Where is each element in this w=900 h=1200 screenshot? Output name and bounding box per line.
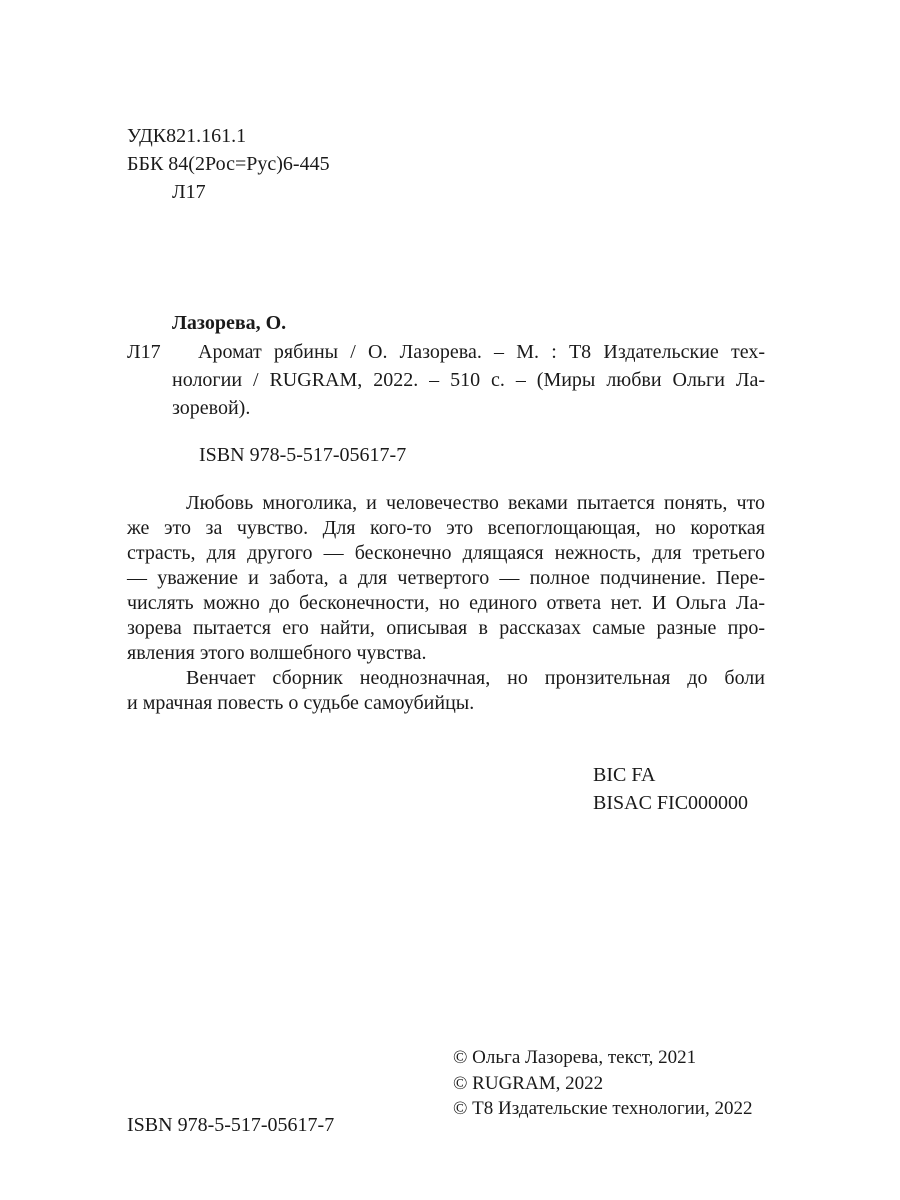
udk-code: УДК821.161.1 — [127, 125, 247, 147]
record-line: зоревой). — [172, 397, 251, 419]
author-mark: Л17 — [172, 181, 206, 203]
record-author: Лазорева, О. — [172, 312, 287, 334]
record-author-mark: Л17 — [127, 341, 161, 363]
annotation-line: страсть, для другого — бесконечно длящаяся нежность, для третьего — [127, 542, 765, 564]
record-line: нологии / RUGRAM, 2022. – 510 с. – (Миры любви Ольги Ла- — [172, 369, 765, 391]
copyright-rugram: © RUGRAM, 2022 — [453, 1073, 604, 1094]
annotation-line: и мрачная повесть о судьбе самоубийцы. — [127, 692, 475, 714]
bbk-code: ББК 84(2Рос=Рус)6-445 — [127, 153, 330, 175]
annotation-line: числять можно до бесконечности, но единого ответа нет. И Ольга Ла- — [127, 592, 765, 614]
record-line: Аромат рябины / О. Лазорева. – М. : Т8 Издательские тех- — [198, 341, 765, 363]
bic-code: BIC FA — [593, 764, 656, 786]
annotation-line: Любовь многолика, и человечество веками пытается понять, что — [186, 492, 765, 514]
annotation-line: — уважение и забота, а для четвертого — полное подчинение. Пере- — [127, 567, 765, 589]
annotation-line: зорева пытается его найти, описывая в рассказах самые разные про- — [127, 617, 765, 639]
copyright-publisher: © Т8 Издательские технологии, 2022 — [453, 1098, 753, 1119]
annotation-line: явления этого волшебного чувства. — [127, 642, 427, 664]
copyright-author: © Ольга Лазорева, текст, 2021 — [453, 1047, 697, 1068]
record-isbn: ISBN 978-5-517-05617-7 — [199, 444, 407, 466]
annotation-line: же это за чувство. Для кого-то это всепоглощающая, но короткая — [127, 517, 765, 539]
footer-isbn: ISBN 978-5-517-05617-7 — [127, 1114, 335, 1136]
bisac-code: BISAC FIC000000 — [593, 792, 749, 814]
annotation-line: Венчает сборник неоднозначная, но пронзительная до боли — [186, 667, 765, 689]
